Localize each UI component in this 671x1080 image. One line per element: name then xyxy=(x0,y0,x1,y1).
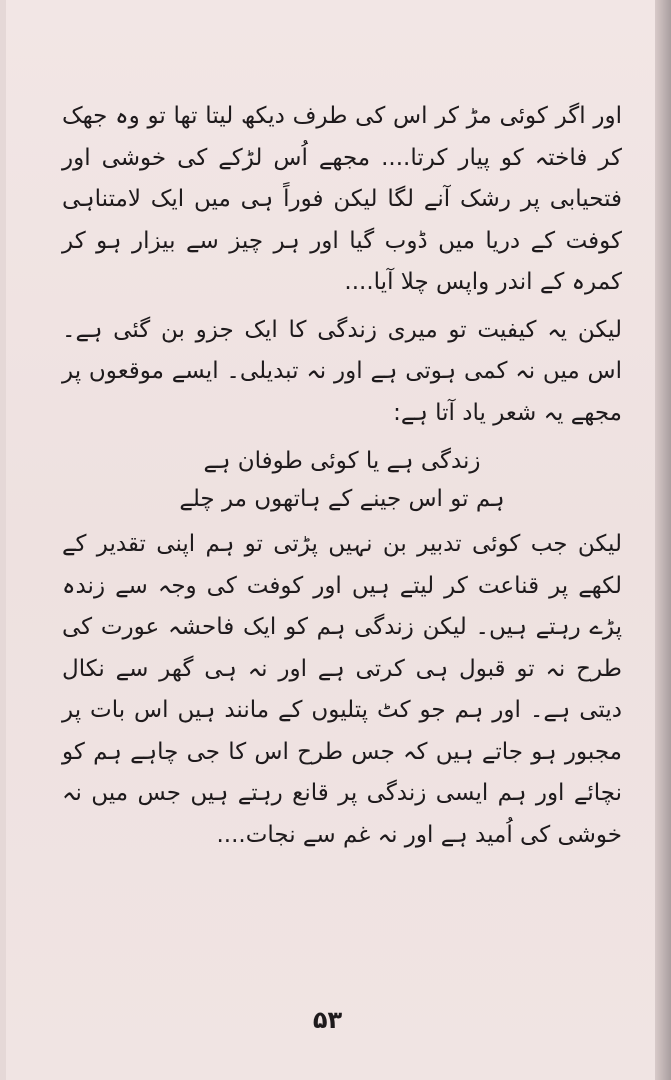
paragraph-3: لیکن جب کوئی تدبیر بن نہیں پڑتی تو ہم اپنی تقدیر کے لکھے پر قناعت کر لیتے ہیں اور کوفت کی وجہ سے زندہ پڑے رہتے ہیں۔ لیکن زندگی ہم کو ایک فاحشہ عورت کی طرح نہ تو قبول ہی کرتی ہے اور نہ ہی گھر سے نکال دیتی ہے۔ اور ہم جو کٹ پتلیوں کے مانند ہیں اس بات پر مجبور ہو جاتے ہیں کہ جس طرح اس کا جی چاہے ہم کو نچائے اور ہم ایسی زندگی پر قانع رہتے ہیں جس میں نہ خوشی کی اُمید ہے اور نہ غم سے نجات.... xyxy=(62,531,622,848)
paragraph-2: لیکن یہ کیفیت تو میری زندگی کا ایک جزو بن گئی ہے۔ اس میں نہ کمی ہوتی ہے اور نہ تبدیلی۔ ایسے موقعوں پر مجھے یہ شعر یاد آتا ہے: xyxy=(62,316,622,426)
poem-line-1: زندگی ہے یا کوئی طوفان ہے xyxy=(203,448,481,474)
book-spine xyxy=(655,0,671,1080)
page-number: ۵۳ xyxy=(312,1006,343,1034)
paragraph-1: اور اگر کوئی مڑ کر اس کی طرف دیکھ لیتا تھا تو وہ جھک کر فاختہ کو پیار کرتا.... مجھے اُس لڑکے کی خوشی اور فتحیابی پر رشک آنے لگا لیکن فوراً ہی میں ایک لامتناہی کوفت کے دریا میں ڈوب گیا اور ہر چیز سے بیزار ہو کر کمرہ کے اندر واپس چلا آیا.... xyxy=(62,103,622,295)
poem-couplet xyxy=(62,442,622,518)
page-edge xyxy=(0,0,6,1080)
poem-line-2: ہم تو اس جینے کے ہاتھوں مر چلے xyxy=(179,486,505,512)
body-text xyxy=(62,96,622,856)
